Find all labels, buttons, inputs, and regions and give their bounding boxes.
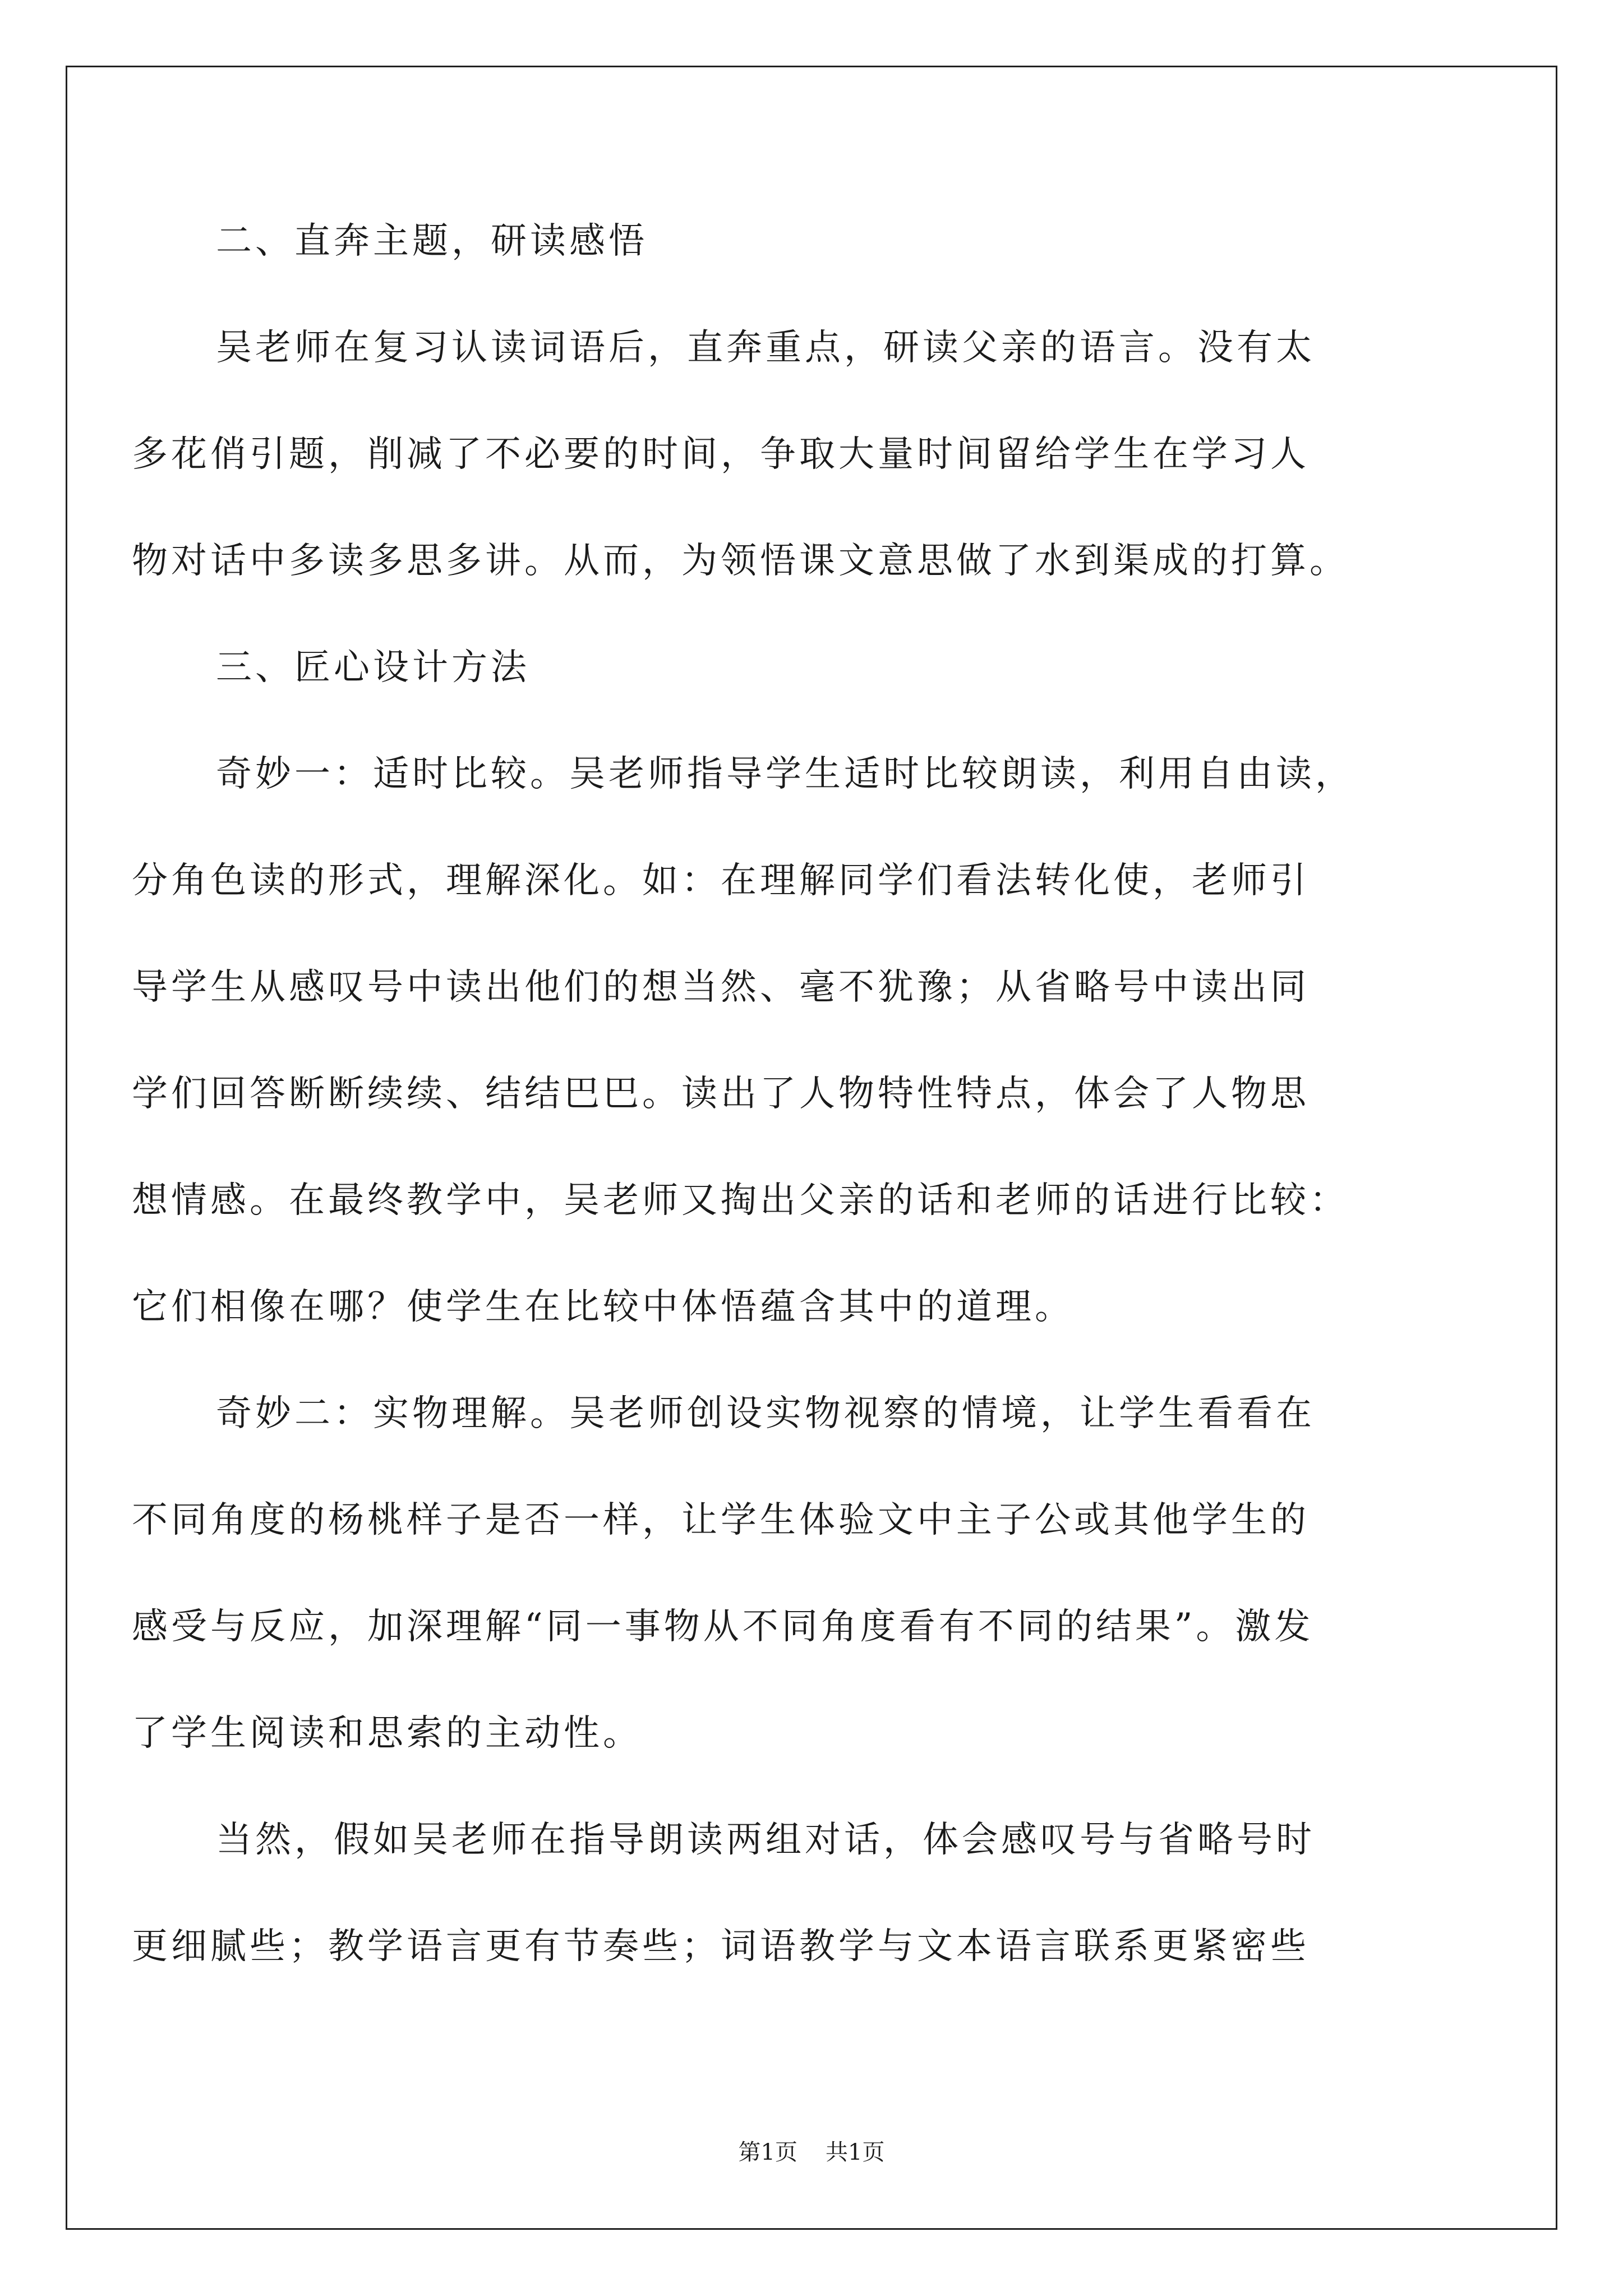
paragraph-line: 分角色读的形式，理解深化。如：在理解同学们看法转化使，老师引 xyxy=(132,860,1310,901)
page-number: 第1页 xyxy=(738,2139,797,2165)
paragraph-line: 奇妙二：实物理解。吴老师创设实物视察的情境，让学生看看在 xyxy=(216,1393,1315,1434)
paragraph-line: 多花俏引题，削减了不必要的时间，争取大量时间留给学生在学习人 xyxy=(132,434,1310,475)
paragraph-line: 奇妙一：适时比较。吴老师指导学生适时比较朗读，利用自由读， xyxy=(216,753,1354,795)
page-total: 共1页 xyxy=(826,2139,885,2165)
paragraph-line: 当然，假如吴老师在指导朗读两组对话，体会感叹号与省略号时 xyxy=(216,1819,1315,1861)
paragraph-line: 不同角度的杨桃样子是否一样，让学生体验文中主子公或其他学生的 xyxy=(132,1499,1310,1541)
section-heading-3: 三、匠心设计方法 xyxy=(216,647,530,688)
paragraph-line: 想情感。在最终教学中，吴老师又掏出父亲的话和老师的话进行比较： xyxy=(132,1180,1349,1221)
page-border xyxy=(66,66,1557,2230)
paragraph-line: 更细腻些；教学语言更有节奏些；词语教学与文本语言联系更紧密些 xyxy=(132,1926,1310,1967)
page-footer xyxy=(0,2136,1623,2169)
paragraph-line: 导学生从感叹号中读出他们的想当然、毫不犹豫；从省略号中读出同 xyxy=(132,967,1310,1008)
section-heading-2: 二、直奔主题，研读感悟 xyxy=(216,220,648,262)
paragraph-line: 学们回答断断续续、结结巴巴。读出了人物特性特点，体会了人物思 xyxy=(132,1073,1310,1115)
paragraph-line: 吴老师在复习认读词语后，直奔重点，研读父亲的语言。没有太 xyxy=(216,327,1315,369)
paragraph-line: 物对话中多读多思多讲。从而，为领悟课文意思做了水到渠成的打算。 xyxy=(132,540,1349,582)
paragraph-line: 了学生阅读和思索的主动性。 xyxy=(132,1713,642,1754)
paragraph-line: 它们相像在哪？使学生在比较中体悟蕴含其中的道理。 xyxy=(132,1286,1074,1328)
paragraph-line: 感受与反应，加深理解“同一事物从不同角度看有不同的结果”。激发 xyxy=(132,1606,1314,1648)
